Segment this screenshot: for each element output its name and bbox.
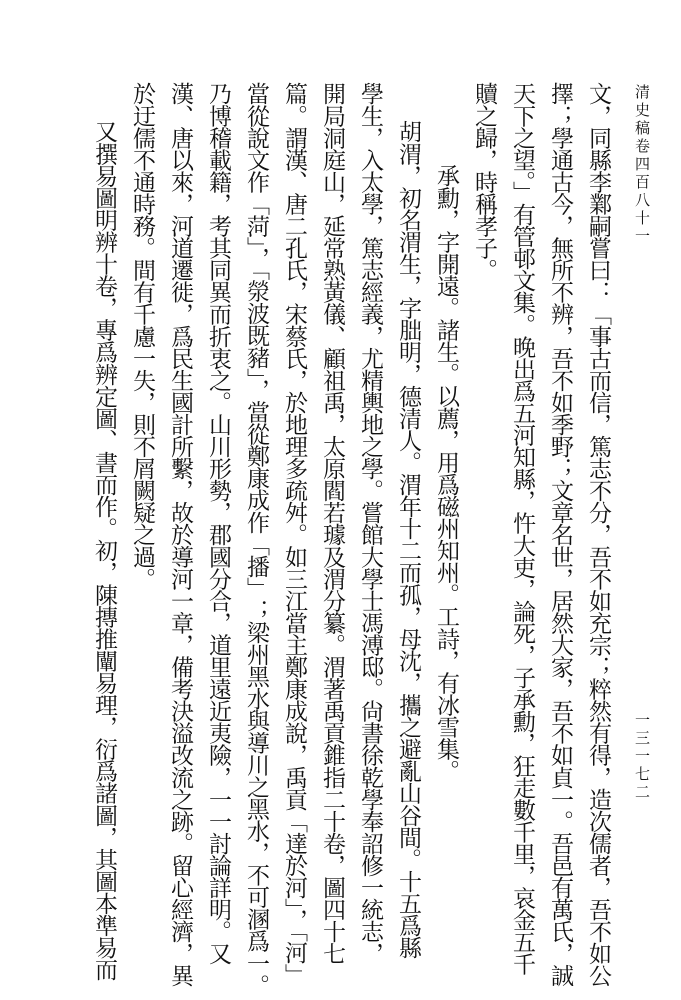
text-column-5: 承勳，字開遠。諸生。以薦，用爲磁州知州。工詩，有冰雪集。 (433, 164, 459, 782)
text-column-7: 學生，入太學，篤志經義，尤精輿地之學。嘗館大學士馮溥邸。尙書徐乾學奉詔修一統志， (357, 82, 383, 965)
text-column-3: 天下之望。」有管邨文集。晚出爲五河知縣，忤大吏，論死，子承勳，狂走數千里，哀金五千 (509, 82, 535, 975)
text-column-10: 當從說文作「菏」，「滎波既豬」，當從鄭康成作「播」；梁州黑水與導川之黑水，不可溷爲一。 (243, 82, 269, 996)
text-column-6: 胡渭，初名渭生，字朏明，德清人。渭年十二而孤，母沈，攜之避亂山谷間。十五爲縣 (395, 120, 421, 958)
text-column-13: 於迂儒不通時務。間有千慮一失，則不屑闕疑之過。 (129, 82, 155, 590)
text-column-9: 篇。謂漢、唐二孔氏，宋蔡氏，於地理多疏舛。如三江當主鄭康成說，禹貢「達於河」，「河」 (281, 82, 307, 986)
text-column-4: 贖之歸，時稱孝子。 (471, 82, 497, 281)
running-head: 清史稿卷四百八十一 (633, 84, 651, 246)
text-column-1: 文，同縣李鄴嗣嘗曰：「事古而信，篤志不分，吾不如充宗；粹然有得，造次儒者，吾不如公 (585, 82, 611, 987)
text-column-11: 乃博稽載籍，考其同異而折衷之。山川形勢，郡國分合，道里遠近夷險，一一討論詳明。又 (205, 82, 231, 965)
text-column-2: 擇；學通古今，無所不辨，吾不如季野；文章名世，居然大家，吾不如貞一。吾邑有萬氏，誠 (547, 82, 573, 987)
text-column-8: 開局洞庭山，延常熟黃儀、顧祖禹，太原閻若璩及渭分纂。渭著禹貢錐指二十卷，圖四十七 (319, 82, 345, 965)
text-column-12: 漢、唐以來，河道遷徙，爲民生國計所繫，故於導河一章，備考決溢改流之跡。留心經濟，異 (167, 82, 193, 987)
page-number: 一三一七二 (633, 712, 651, 802)
text-column-14: 又撰易圖明辨十卷，專爲辨定圖、書而作。初，陳摶推闡易理，衍爲諸圖，其圖本準易而 (91, 120, 117, 980)
